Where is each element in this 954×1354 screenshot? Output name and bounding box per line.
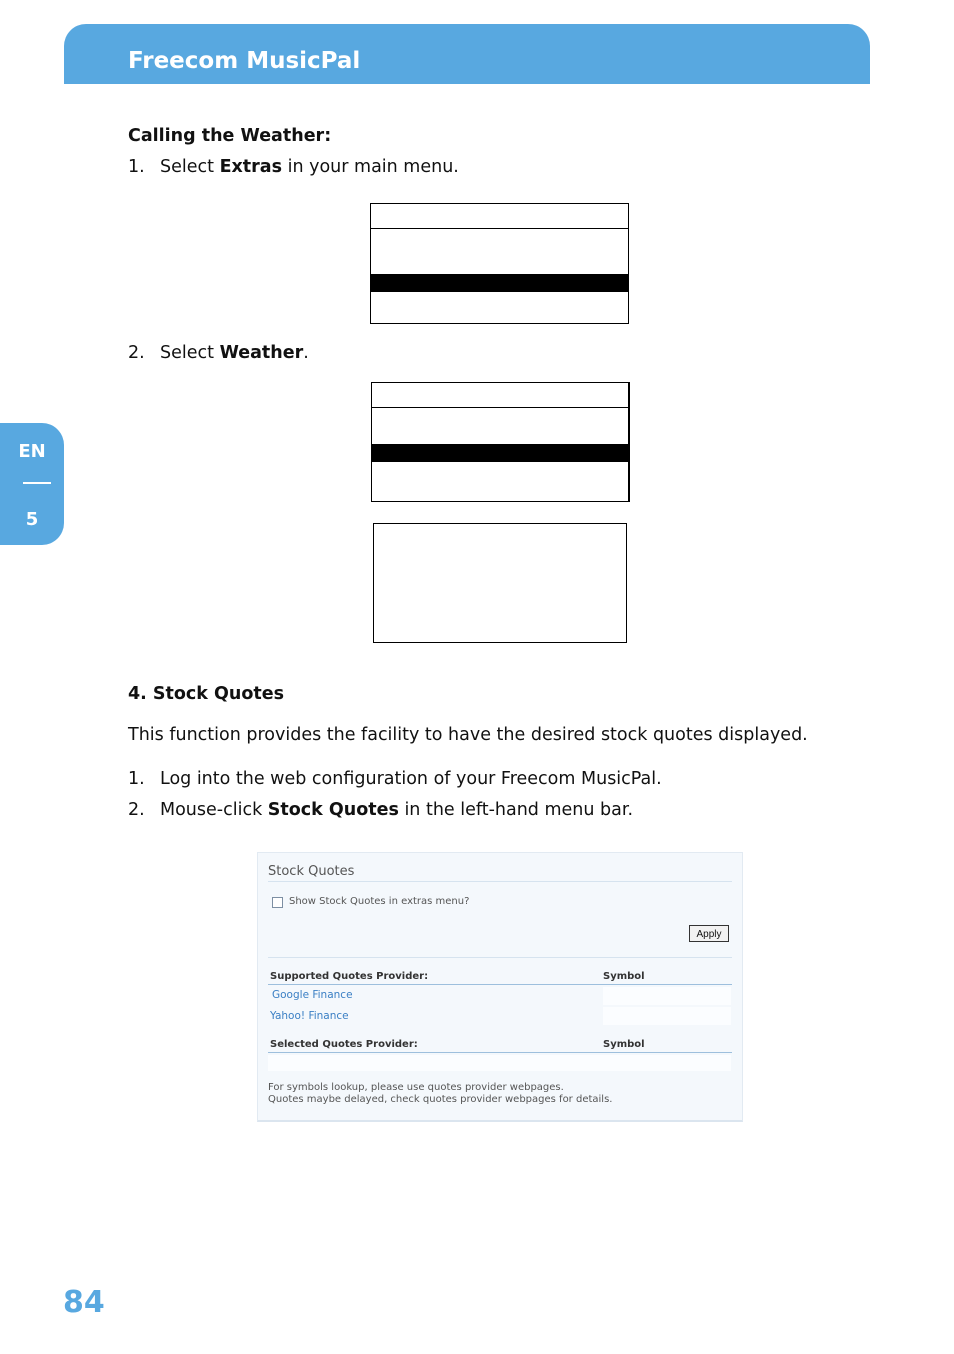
lcd-selection-bar — [372, 444, 628, 462]
supported-header-underline — [268, 984, 732, 985]
apply-button[interactable]: Apply — [689, 925, 729, 942]
lcd-selection-bar — [371, 274, 628, 292]
step-text: Mouse-click — [160, 800, 268, 820]
step-text-end: . — [303, 343, 309, 363]
step-emphasis: Weather — [219, 343, 304, 363]
symbol-cell — [603, 1007, 731, 1025]
selected-provider-header: Selected Quotes Provider: — [270, 1039, 418, 1050]
show-in-extras-label: Show Stock Quotes in extras menu? — [289, 896, 470, 907]
step-emphasis: Extras — [219, 157, 283, 177]
config-title: Stock Quotes — [268, 864, 355, 879]
stock-step-1 — [128, 769, 662, 789]
selected-symbol-header: Symbol — [603, 1039, 645, 1050]
language-label: EN — [18, 441, 46, 462]
stock-quotes-heading: 4. Stock Quotes — [128, 684, 285, 704]
lcd-divider — [372, 407, 628, 408]
delay-note: Quotes maybe delayed, check quotes provider webpages for details. — [268, 1094, 613, 1105]
show-in-extras-checkbox[interactable] — [272, 897, 283, 908]
section-divider — [268, 957, 732, 958]
provider-link-google-finance[interactable]: Google Finance — [272, 989, 353, 1001]
lookup-note: For symbols lookup, please use quotes provider webpages. — [268, 1082, 564, 1093]
lcd-screen-extras-menu — [370, 203, 629, 324]
tab-divider — [23, 482, 51, 484]
provider-link-yahoo-finance[interactable]: Yahoo! Finance — [270, 1010, 349, 1022]
step-number: 2. — [128, 800, 145, 820]
weather-heading: Calling the Weather: — [128, 126, 332, 146]
symbol-cell — [603, 987, 731, 1005]
supported-provider-header: Supported Quotes Provider: — [270, 971, 429, 982]
stock-step-2 — [128, 800, 633, 820]
step-text: Select — [160, 343, 220, 363]
weather-step-1 — [128, 157, 459, 177]
weather-step-2 — [128, 343, 309, 363]
page-number: 84 — [63, 1285, 105, 1320]
step-number: 1. — [128, 769, 145, 789]
lcd-divider — [371, 228, 628, 229]
step-emphasis: Stock Quotes — [267, 800, 399, 820]
supported-symbol-header: Symbol — [603, 971, 645, 982]
step-text-end: in the left-hand menu bar. — [398, 800, 634, 820]
step-text: Log into the web configuration of your Freecom MusicPal. — [160, 769, 662, 789]
title-divider — [268, 881, 732, 882]
step-number: 2. — [128, 343, 145, 363]
step-text: Select — [160, 157, 220, 177]
step-text-end: in your main menu. — [282, 157, 459, 177]
chapter-number: 5 — [25, 509, 39, 530]
lcd-screen-weather-menu — [371, 382, 630, 502]
step-number: 1. — [128, 157, 145, 177]
lcd-screen-weather-display — [373, 523, 627, 643]
header-title: Freecom MusicPal — [128, 48, 361, 74]
selected-provider-row — [268, 1055, 731, 1071]
stock-quotes-intro: This function provides the facility to have the desired stock quotes displayed. — [128, 725, 808, 745]
selected-header-underline — [268, 1052, 732, 1053]
stock-quotes-config-screenshot — [257, 852, 743, 1122]
chapter-tab — [0, 423, 64, 545]
